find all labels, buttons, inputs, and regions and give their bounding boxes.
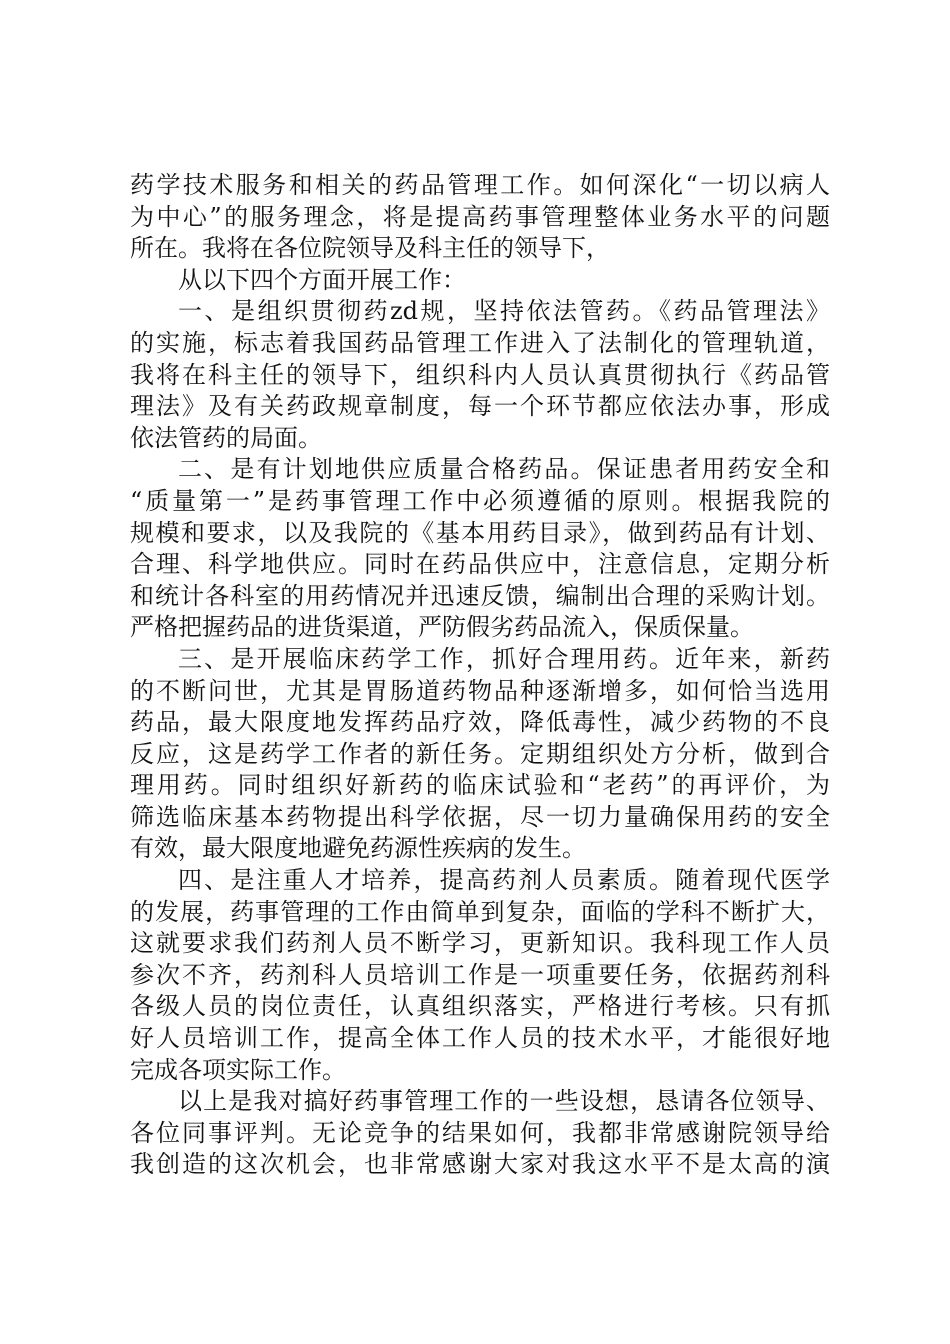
text-line: 理法》及有关药政规章制度，每一个环节都应依法办事，形成 xyxy=(130,392,830,421)
text-line: 三、是开展临床药学工作，抓好合理用药。近年来，新药 xyxy=(178,644,830,673)
text-line: 药品，最大限度地发挥药品疗效，降低毒性，减少药物的不良 xyxy=(130,708,830,737)
text-line: 完成各项实际工作。 xyxy=(130,1055,346,1084)
text-line: 我将在科主任的领导下，组织科内人员认真贯彻执行《药品管 xyxy=(130,360,830,389)
text-line: 参次不齐，药剂科人员培训工作是一项重要任务，依据药剂科 xyxy=(130,960,830,989)
text-line: 和统计各科室的用药情况并迅速反馈，编制出合理的采购计划。 xyxy=(130,581,830,610)
text-line: 二、是有计划地供应质量合格药品。保证患者用药安全和 xyxy=(178,455,830,484)
text-line: 四、是注重人才培养，提高药剂人员素质。随着现代医学 xyxy=(178,866,830,895)
text-line: 各级人员的岗位责任，认真组织落实，严格进行考核。只有抓 xyxy=(130,992,830,1021)
text-line: 筛选临床基本药物提出科学依据，尽一切力量确保用药的安全 xyxy=(130,802,830,831)
text-line: 的发展，药事管理的工作由简单到复杂，面临的学科不断扩大， xyxy=(130,897,830,926)
text-line: 的实施，标志着我国药品管理工作进入了法制化的管理轨道， xyxy=(130,328,830,357)
text-line: 合理、科学地供应。同时在药品供应中，注意信息，定期分析 xyxy=(130,550,830,579)
text-line: 这就要求我们药剂人员不断学习，更新知识。我科现工作人员 xyxy=(130,929,830,958)
text-line: 规模和要求，以及我院的《基本用药目录》，做到药品有计划、 xyxy=(130,518,830,547)
text-line: 各位同事评判。无论竞争的结果如何，我都非常感谢院领导给 xyxy=(130,1118,830,1147)
text-line: 好人员培训工作，提高全体工作人员的技术水平，才能很好地 xyxy=(130,1024,830,1053)
text-line: 反应，这是药学工作者的新任务。定期组织处方分析，做到合 xyxy=(130,739,830,768)
text-line: 以上是我对搞好药事管理工作的一些设想，恳请各位领导、 xyxy=(178,1087,830,1116)
text-line: 理用药。同时组织好新药的临床试验和“老药”的再评价，为 xyxy=(130,771,830,800)
text-line: 的不断问世，尤其是胃肠道药物品种逐渐增多，如何恰当选用 xyxy=(130,676,830,705)
text-line: 一、是组织贯彻药zd规，坚持依法管药。《药品管理法》 xyxy=(178,297,830,326)
text-line: 药学技术服务和相关的药品管理工作。如何深化“一切以病人 xyxy=(130,171,830,199)
text-line: 为中心”的服务理念，将是提高药事管理整体业务水平的问题 xyxy=(130,202,830,231)
text-line: “质量第一”是药事管理工作中必须遵循的原则。根据我院的 xyxy=(130,486,830,515)
text-line: 我创造的这次机会，也非常感谢大家对我这水平不是太高的演 xyxy=(130,1150,830,1179)
text-line: 有效，最大限度地避免药源性疾病的发生。 xyxy=(130,834,586,863)
text-line: 所在。我将在各位院领导及科主任的领导下， xyxy=(130,234,610,263)
text-line: 从以下四个方面开展工作： xyxy=(178,265,466,294)
text-line: 严格把握药品的进货渠道，严防假劣药品流入，保质保量。 xyxy=(130,613,754,642)
document-body xyxy=(130,170,830,1181)
text-line: 依法管药的局面。 xyxy=(130,423,322,452)
